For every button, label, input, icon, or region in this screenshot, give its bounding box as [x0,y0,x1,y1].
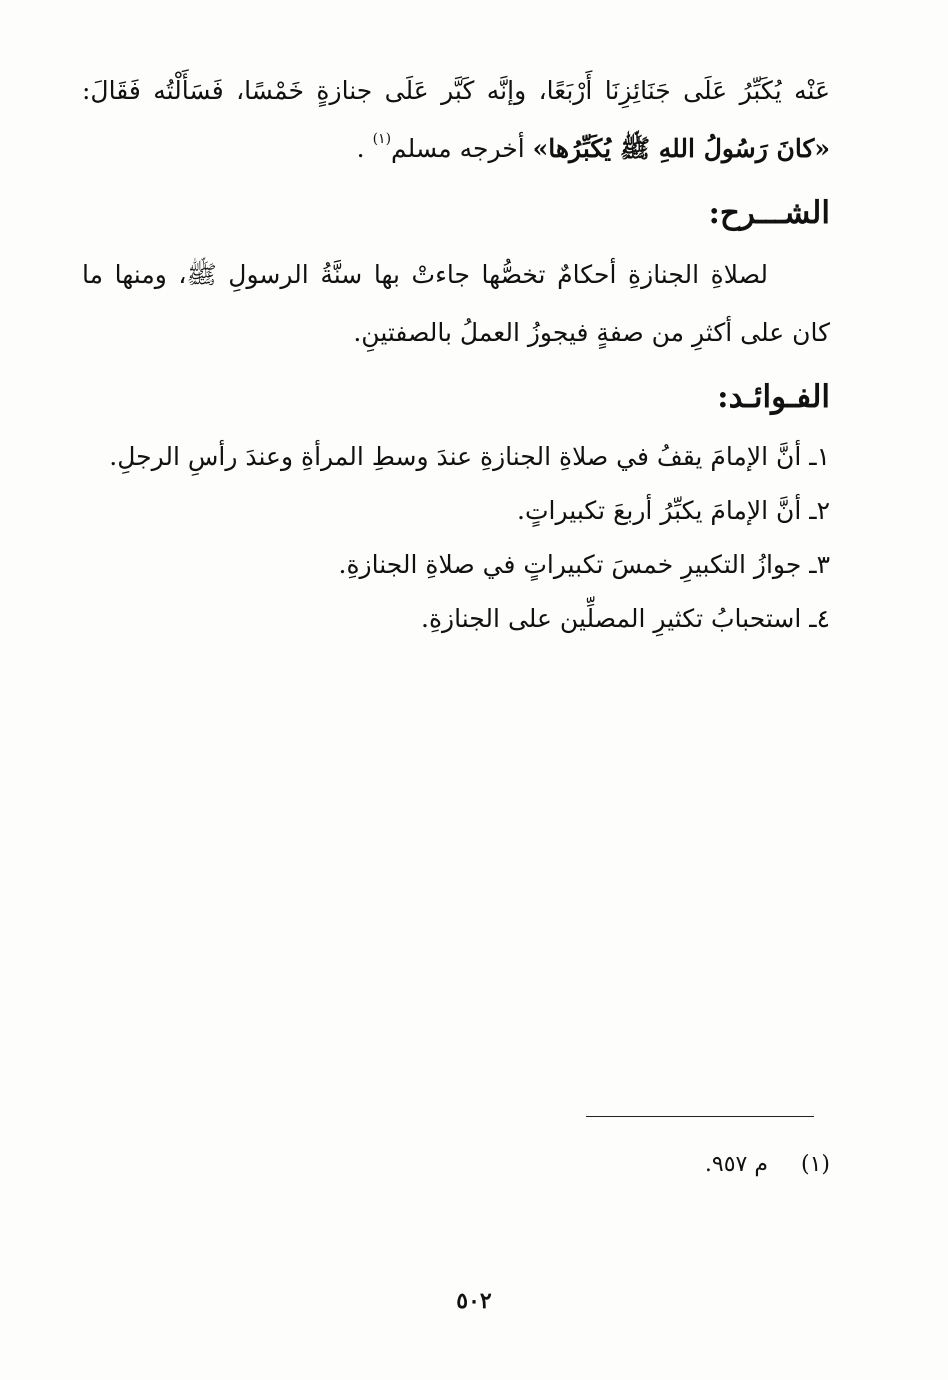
fawaid-item: ١ـ أنَّ الإمامَ يقفُ في صلاةِ الجنازةِ عندَ وسطِ المرأةِ وعندَ رأسِ الرجلِ. [109,442,830,471]
hadith-paragraph [82,62,830,178]
sharh-text: لصلاةِ الجنازةِ أحكامٌ تخصُّها جاءتْ بها سنَّةُ الرسولِ ﷺ، ومنها ما كان على أكثرِ من صفةٍ فيجوزُ العملُ بالصفتينِ. [82,260,830,347]
footnote-text: م ٩٥٧. [704,1152,768,1177]
footnote-divider [586,1116,814,1117]
fawaid-list [82,430,830,646]
page-content [82,62,830,646]
fawaid-heading: الفـوائـد: [717,379,830,415]
fawaid-item: ٢ـ أنَّ الإمامَ يكبِّرُ أربعَ تكبيراتٍ. [517,496,830,525]
hadith-source: أخرجه مسلم [391,134,525,163]
fawaid-item: ٤ـ استحبابُ تكثيرِ المصلِّين على الجنازةِ. [421,604,830,633]
footnote [430,1147,830,1183]
footnote-number: (١) [800,1152,830,1177]
hadith-line: عَنْه يُكَبِّرُ عَلَى جَنَائِزِنَا أَرْبَعًا، وإنَّه كَبَّر عَلَى جنازةٍ خَمْسًا، فَسَأَلْتُه فَقَالَ: [82,76,830,105]
page-number: ٥٠٢ [456,1288,492,1314]
hadith-quote: «كانَ رَسُولُ اللهِ ﷺ يُكَبِّرُها» [532,134,830,163]
footnote-reference: (١) [372,131,392,147]
sharh-heading: الشـــرح: [708,195,830,231]
hadith-end: . [356,134,365,163]
fawaid-item: ٣ـ جوازُ التكبيرِ خمسَ تكبيراتٍ في صلاةِ الجنازةِ. [338,550,830,579]
